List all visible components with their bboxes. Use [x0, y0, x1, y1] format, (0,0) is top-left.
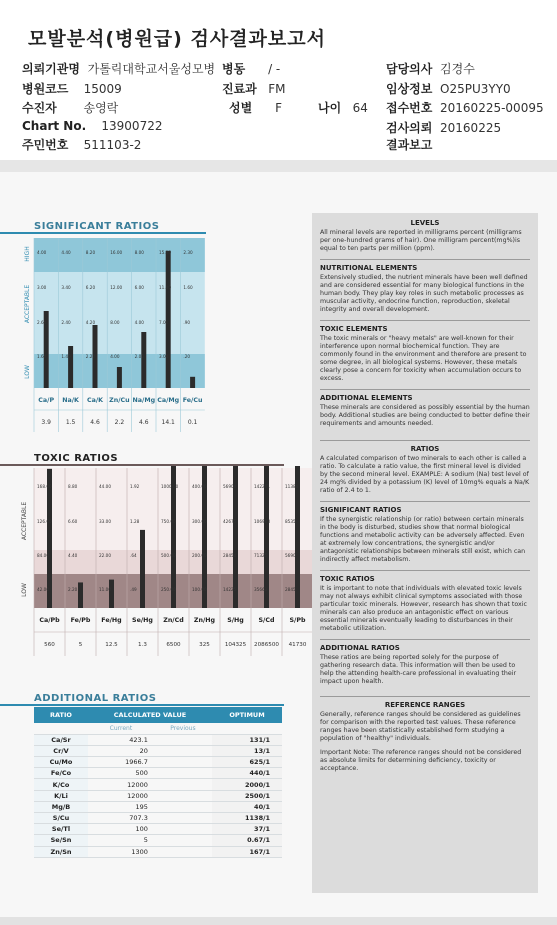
info-toxic-heading: TOXIC ELEMENTS [320, 325, 388, 333]
tick-label: 2.40 [61, 320, 71, 325]
ratio-current: 1300 [88, 846, 154, 857]
ratio-name: K/Li [34, 790, 88, 801]
info-additionalr-heading: ADDITIONAL RATIOS [320, 644, 400, 652]
tick-label: 11.00 [159, 285, 171, 290]
ratio-previous [154, 790, 212, 801]
ratio-bar [140, 530, 145, 608]
tick-label: 4.00 [37, 250, 47, 255]
ratio-previous [154, 801, 212, 812]
tick-label: 2.60 [37, 320, 47, 325]
zone-label: ACCEPTABLE [21, 501, 28, 541]
tick-label: .20 [183, 354, 191, 359]
sub-previous: Previous [154, 723, 212, 734]
zone-label: LOW [24, 365, 31, 379]
field-resident-no: 주민번호 511103-2 [22, 138, 142, 152]
ratio-value: 5 [78, 642, 83, 648]
ratio-optimum: 131/1 [212, 734, 282, 745]
tick-label: .90 [183, 320, 191, 325]
info-ratios-heading: RATIOS [410, 445, 440, 453]
col-ratio: RATIO [34, 707, 88, 723]
ratio-optimum: 2500/1 [212, 790, 282, 801]
info-ref-heading: REFERENCE RANGES [384, 701, 466, 709]
tick-label: 1.60 [183, 285, 193, 290]
ratio-label: Zn/Hg [193, 617, 216, 624]
ratio-value: 4.6 [139, 419, 149, 426]
tick-label: 100.00 [192, 587, 207, 592]
field-doctor: 담당의사 김경수 [386, 62, 475, 76]
ratio-label: Ca/Pb [39, 617, 60, 624]
ratio-label: Ca/K [86, 397, 104, 404]
ratio-label: Zn/Cu [109, 397, 130, 404]
tick-label: 15.00 [159, 250, 171, 255]
tick-label: 6.60 [68, 519, 78, 524]
tick-label: 71325 [254, 553, 268, 558]
field-sex: 성별 F [229, 101, 282, 115]
ratio-value: 14.1 [161, 419, 175, 426]
tick-label: 8.80 [68, 484, 78, 489]
tick-label: 8.20 [85, 250, 96, 255]
info-note-text: Important Note: The reference ranges should not be considered as absolute limits for determining deficiency, toxicity or acceptance. [320, 749, 522, 772]
field-chart-no: Chart No. 13900722 [22, 119, 163, 133]
table-row [34, 813, 282, 824]
table-row [34, 757, 282, 768]
report-header [0, 0, 557, 160]
zone-label: HIGH [24, 246, 31, 262]
tick-label: 56900 [223, 484, 237, 489]
ratio-optimum: 13/1 [212, 745, 282, 756]
ratio-value: 6500 [166, 642, 181, 648]
tick-label: 2.20 [68, 587, 78, 592]
info-toxic-text: The toxic minerals or "heavy metals" are well-known for their interference upon normal biochemical function. They are commonly found in the environment and therefore are present to some degree, in all biological systems. However, these metals clearly pose a concern for toxicity when accumulation occurs to excess. [320, 335, 527, 382]
tick-label: 7.00 [159, 320, 169, 325]
info-toxicr-text: It is important to note that individuals with elevated toxic levels may not always exhibit clinical symptoms associated with those particular toxic minerals. However, research has shown that toxic minerals can also produce an antagonistic effect on various essential minerals eventually leading to disturbances in their metabolic utilization. [320, 585, 527, 632]
tick-label: 4.20 [85, 320, 96, 325]
tick-label: 8.00 [110, 320, 120, 325]
ratio-label: Fe/Pb [70, 617, 91, 624]
ratio-value: 41730 [288, 642, 307, 648]
ratio-previous [154, 734, 212, 745]
ratio-bar [117, 367, 122, 388]
table-row [34, 835, 282, 846]
info-additional-text: These minerals are considered as possibly essential by the human body. Additional studies are being conducted to better define their requirements and amounts needed. [320, 404, 530, 427]
info-significant-heading: SIGNIFICANT RATIOS [320, 506, 402, 514]
tick-label: 2.30 [183, 250, 193, 255]
tick-label: 250.00 [161, 587, 176, 592]
table-row [34, 734, 282, 745]
ratio-previous [154, 757, 212, 768]
table-row [34, 846, 282, 857]
ratio-value: 0.1 [187, 419, 198, 426]
tick-label: 6.00 [134, 285, 144, 290]
tick-label: 1000.00 [161, 484, 179, 489]
toxic-ratios-title: TOXIC RATIOS [34, 453, 119, 464]
ratio-value: 104325 [224, 642, 247, 648]
tick-label: 3.40 [61, 285, 71, 290]
table-row [34, 768, 282, 779]
tick-label: 33.00 [99, 519, 111, 524]
ratio-current: 423.1 [88, 734, 154, 745]
ratio-label: Ca/Mg [157, 397, 180, 404]
report-title: 모발분석(병원급) 검사결과보고서 [28, 28, 326, 50]
ratio-current: 100 [88, 824, 154, 835]
tick-label: 35663 [254, 587, 268, 592]
ratio-name: Zn/Sn [34, 846, 88, 857]
ratio-current: 1966.7 [88, 757, 154, 768]
ratio-optimum: 440/1 [212, 768, 282, 779]
tick-label: 400.00 [192, 484, 207, 489]
field-accession: 접수번호 20160225-00095 [386, 101, 544, 115]
tick-label: 2.00 [134, 354, 144, 359]
info-divider [320, 639, 530, 640]
tick-label: 8.00 [134, 250, 144, 255]
table-row [34, 745, 282, 756]
ratio-current: 12000 [88, 779, 154, 790]
ratio-value: 325 [199, 642, 210, 648]
info-nutritional-heading: NUTRITIONAL ELEMENTS [320, 264, 418, 272]
significant-ratios-title: SIGNIFICANT RATIOS [34, 221, 160, 232]
tick-label: 4.00 [110, 354, 120, 359]
ratio-current: 707.3 [88, 813, 154, 824]
tick-label: 44.00 [99, 484, 111, 489]
ratio-name: Fe/Co [34, 768, 88, 779]
tick-label: 300.00 [192, 519, 207, 524]
tick-label: 1.40 [61, 354, 71, 359]
tick-label: 1.28 [130, 519, 140, 524]
tick-label: 6.20 [85, 285, 96, 290]
table-row [34, 801, 282, 812]
ratio-bar [109, 580, 114, 608]
tick-label: 11380 [285, 484, 299, 489]
ratio-label: Na/K [62, 397, 79, 404]
table-row [34, 824, 282, 835]
ratio-label: S/Cd [258, 617, 275, 624]
footer-band [0, 917, 557, 925]
ratio-name: Mg/B [34, 801, 88, 812]
col-calculated: CALCULATED VALUE [88, 707, 212, 723]
info-levels-text: All mineral levels are reported in milligrams percent (milligrams per one-hundred grams of hair). One milligram percent(mg%)is equal to ten parts per million (ppm). [320, 229, 522, 252]
tick-label: 3.00 [159, 354, 169, 359]
ratio-label: Na/Mg [132, 397, 156, 404]
ratio-optimum: 0.67/1 [212, 835, 282, 846]
tick-label: 5690 [285, 553, 296, 558]
tick-label: 22.00 [99, 553, 111, 558]
ratio-label: Se/Hg [132, 617, 153, 624]
info-divider [320, 440, 530, 441]
tick-label: 142281 [254, 484, 270, 489]
ratio-bar [141, 332, 146, 388]
ratio-name: K/Co [34, 779, 88, 790]
tick-label: 14225 [223, 587, 237, 592]
ratio-optimum: 625/1 [212, 757, 282, 768]
field-institution: 의뢰기관명 가톨릭대학교서울성모병 [22, 62, 216, 76]
ratio-value: 2.2 [114, 419, 125, 426]
ratio-previous [154, 824, 212, 835]
ratio-value: 12.5 [105, 642, 118, 648]
ratio-previous [154, 745, 212, 756]
tick-label: 4.40 [61, 250, 71, 255]
ratio-label: Zn/Cd [163, 617, 184, 624]
ratio-optimum: 37/1 [212, 824, 282, 835]
ratio-bar [190, 377, 195, 388]
ratio-name: Cr/V [34, 745, 88, 756]
tick-label: 200.00 [192, 553, 207, 558]
ratio-name: Ca/Sr [34, 734, 88, 745]
ratio-label: S/Pb [289, 617, 306, 624]
col-optimum: OPTIMUM [212, 707, 282, 723]
table-row [34, 779, 282, 790]
tick-label: 1.60 [37, 354, 47, 359]
tick-label: .49 [130, 587, 137, 592]
ratio-current: 20 [88, 745, 154, 756]
ratio-value: 1.3 [138, 642, 147, 648]
ratio-name: Se/Tl [34, 824, 88, 835]
ratio-bar [68, 346, 73, 388]
ratio-optimum: 40/1 [212, 801, 282, 812]
ratio-current: 500 [88, 768, 154, 779]
ratio-name: Se/Sn [34, 835, 88, 846]
info-ratios-text: A calculated comparison of two minerals to each other is called a ratio. To calculate a ratio value, the first mineral level is divided by the second mineral level. EXAMPLE: A sodium (Na) test level of 24 mg% divided by a potassium (K) level of 10mg% equals a Na/K ratio of 2.4 to 1. [320, 455, 530, 494]
info-divider [320, 501, 530, 502]
ratio-label: Fe/Cu [182, 397, 203, 404]
additional-ratios-rule [0, 704, 284, 706]
field-age: 나이 64 [318, 101, 368, 115]
separator-band [0, 160, 557, 172]
tick-label: 2845 [285, 587, 296, 592]
ratio-previous [154, 835, 212, 846]
info-divider [320, 389, 530, 390]
ratio-optimum: 1138/1 [212, 813, 282, 824]
ratio-value: 2086500 [254, 642, 279, 648]
ratio-name: S/Cu [34, 813, 88, 824]
tick-label: 168.00 [37, 484, 52, 489]
tick-label: 750.00 [161, 519, 176, 524]
field-report-date: 결과보고 [386, 138, 433, 152]
tick-label: 3.00 [37, 285, 47, 290]
tick-label: 8535 [285, 519, 296, 524]
ratio-value: 3.9 [41, 419, 51, 426]
info-divider [320, 696, 530, 697]
tick-label: 4.00 [134, 320, 144, 325]
ratio-value: 560 [44, 642, 55, 648]
info-divider [320, 320, 530, 321]
info-additional-heading: ADDITIONAL ELEMENTS [320, 394, 413, 402]
ratio-label: S/Hg [227, 617, 244, 624]
info-significant-text: If the synergistic relationship (or ratio) between certain minerals in the body is disturbed, studies show that normal biological functions and metabolic activity can be adversely affected. Even at extremely low concentrations, the synergistic and/or antagonistic relationships between minerals still exist, which can indirectly affect metabolism. [320, 516, 526, 563]
tick-label: 42675 [223, 519, 237, 524]
tick-label: 1.92 [130, 484, 140, 489]
tick-label: 4.40 [68, 553, 78, 558]
info-divider [320, 570, 530, 571]
ratio-current: 5 [88, 835, 154, 846]
tick-label: 12.00 [110, 285, 123, 290]
ratio-label: Ca/P [38, 397, 55, 404]
zone-label: ACCEPTABLE [24, 284, 31, 324]
sub-current: Current [88, 723, 154, 734]
tick-label: 84.00 [37, 553, 49, 558]
ratio-current: 195 [88, 801, 154, 812]
field-hospital-code: 병원코드 15009 [22, 82, 122, 96]
ratio-current: 12000 [88, 790, 154, 801]
tick-label: 126.00 [37, 519, 52, 524]
significant-ratios-chart [0, 234, 210, 430]
toxic-ratios-chart [0, 466, 307, 666]
ratio-previous [154, 779, 212, 790]
field-patient: 수진자 송영락 [22, 101, 119, 115]
field-clinical-info: 임상정보 O25PU3YY0 [386, 82, 511, 96]
field-department: 진료과 FM [222, 82, 286, 96]
ratio-optimum: 2000/1 [212, 779, 282, 790]
tick-label: 11.00 [99, 587, 111, 592]
info-additionalr-text: These ratios are being reported solely for the purpose of gathering research data. This information will then be used to help the attending health-care professional in evaluating their impact upon health. [320, 654, 517, 685]
info-nutritional-text: Extensively studied, the nutrient minerals have been well defined and are considered essential for many biological functions in the human body. They play key roles in such metabolic processes as muscular activity, endocrine function, reproduction, skeletal integrity and overall development. [320, 274, 528, 313]
info-ref-text: Generally, reference ranges should be considered as guidelines for comparison with the reported test values. These reference ranges have been statistically established form studying a population of "healthy" individuals. [320, 711, 521, 742]
ratio-previous [154, 846, 212, 857]
info-panel [312, 213, 538, 893]
ratio-value: 1.5 [65, 419, 76, 426]
tick-label: 28450 [223, 553, 237, 558]
table-row [34, 790, 282, 801]
additional-ratios-table [34, 707, 282, 858]
tick-label: 16.00 [110, 250, 123, 255]
info-divider [320, 259, 530, 260]
tick-label: 42.00 [37, 587, 49, 592]
ratio-previous [154, 813, 212, 824]
info-toxicr-heading: TOXIC RATIOS [320, 575, 375, 583]
ratio-value: 4.6 [90, 419, 100, 426]
ratio-label: Fe/Hg [101, 617, 122, 624]
tick-label: 500.00 [161, 553, 176, 558]
tick-label: 106988 [254, 519, 270, 524]
high-zone [34, 238, 205, 272]
field-request-date: 검사의뢰 20160225 [386, 121, 502, 135]
ratio-bar [78, 582, 83, 608]
tick-label: .64 [130, 553, 137, 558]
info-levels-heading: LEVELS [410, 219, 440, 227]
ratio-optimum: 167/1 [212, 846, 282, 857]
ratio-previous [154, 768, 212, 779]
ratio-name: Cu/Mo [34, 757, 88, 768]
field-ward: 병동 / - [222, 62, 281, 76]
tick-label: 2.20 [85, 354, 96, 359]
zone-label: LOW [21, 583, 28, 597]
additional-ratios-title: ADDITIONAL RATIOS [34, 693, 157, 704]
